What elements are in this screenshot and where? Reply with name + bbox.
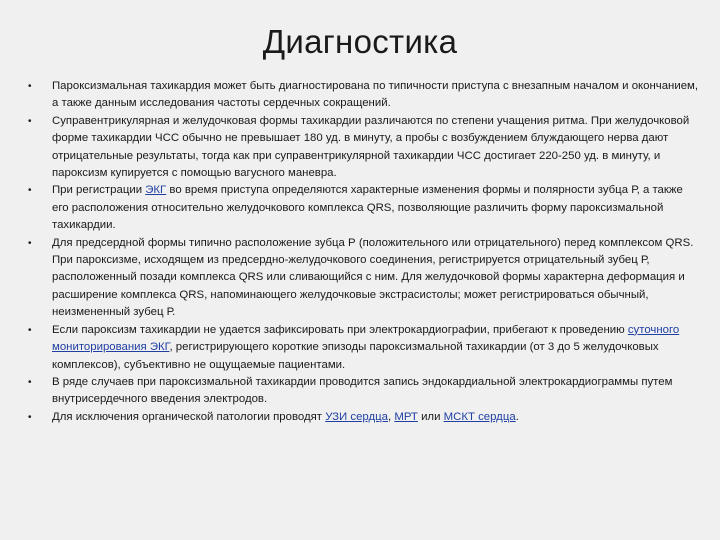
echo-link[interactable]: УЗИ сердца [325, 410, 389, 423]
bullet-dot-icon: • [28, 115, 32, 127]
bullet-text: Пароксизмальная тахикардия может быть диагностирована по типичности приступа с внезапным началом и окончанием, а также данным исследования частоты сердечных сокращений. [52, 80, 699, 110]
separator: или [417, 410, 444, 423]
separator: , [388, 410, 395, 423]
bullet-text-end: во время приступа определяются характерные изменения формы и полярности зубца Р, а также его расположения относительно желудочкового комплекса QRS, позволяющие различить форму пароксизмальной тахикардии. [52, 184, 683, 232]
bullet-text-start: При регистрации [52, 184, 146, 197]
bullet-item [28, 182, 700, 234]
bullet-list [28, 78, 700, 426]
bullet-dot-icon: • [28, 376, 32, 388]
slide-title: Диагностика [262, 23, 458, 60]
bullet-dot-icon: • [28, 81, 32, 92]
bullet-text: В ряде случаев при пароксизмальной тахикардии проводится запись эндокардиальной электрокардиограммы путем внутрисердечного введения электродов. [52, 375, 673, 406]
bullet-item [28, 409, 700, 426]
bullet-dot-icon: • [28, 237, 32, 249]
bullet-item [28, 322, 700, 374]
bullet-item [28, 374, 700, 409]
mdct-link[interactable]: МСКТ сердца [443, 410, 516, 423]
bullet-text-end: . [515, 410, 519, 423]
bullet-item [28, 235, 700, 322]
bullet-text-start: Для исключения органической патологии проводят [52, 410, 326, 423]
bullet-dot-icon: • [28, 324, 32, 336]
bullet-item [28, 78, 700, 113]
bullet-dot-icon: • [28, 411, 32, 423]
ecg-link[interactable]: ЭКГ [145, 184, 167, 197]
holter-monitoring-link[interactable]: суточного мониторирования ЭКГ [52, 323, 680, 354]
bullet-text: Суправентрикулярная и желудочковая формы тахикардии различаются по степени учащения ритма. При желудочковой форме тахикардии ЧСС обычно не превышает 180 уд. в минуту, а пробы с возбуждением блуждающего нерва дают отрицательные результаты, тогда как при суправентрикулярной тахикардии ЧСС достигает 220-250 уд. в минуту, и пароксизм купируется с помощью вагусного маневра. [52, 114, 690, 180]
mri-link[interactable]: МРТ [394, 410, 418, 423]
bullet-text: Для предсердной формы типично расположение зубца Р (положительного или отрицательного) перед комплексом QRS. При пароксизме, исходящем из предсердно-желудочкового соединения, регистрируется отрицательный зубец Р, расположенный позади комплекса QRS или сливающийся с ним. Для желудочковой формы характерна деформация и расширение комплекса QRS, напоминающего желудочковые экстрасистолы; может регистрироваться обычный, неизмененный зубец Р. [52, 236, 694, 319]
bullet-dot-icon: • [28, 185, 32, 197]
bullet-text-end: , регистрирующего короткие эпизоды пароксизмальной тахикардии (от 3 до 5 желудочковых комплексов), субъективно не ощущаемые пациентами. [52, 341, 659, 371]
bullet-item [28, 113, 700, 183]
bullet-text-start: Если пароксизм тахикардии не удается зафиксировать при электрокардиографии, прибегают к проведению [52, 323, 628, 336]
